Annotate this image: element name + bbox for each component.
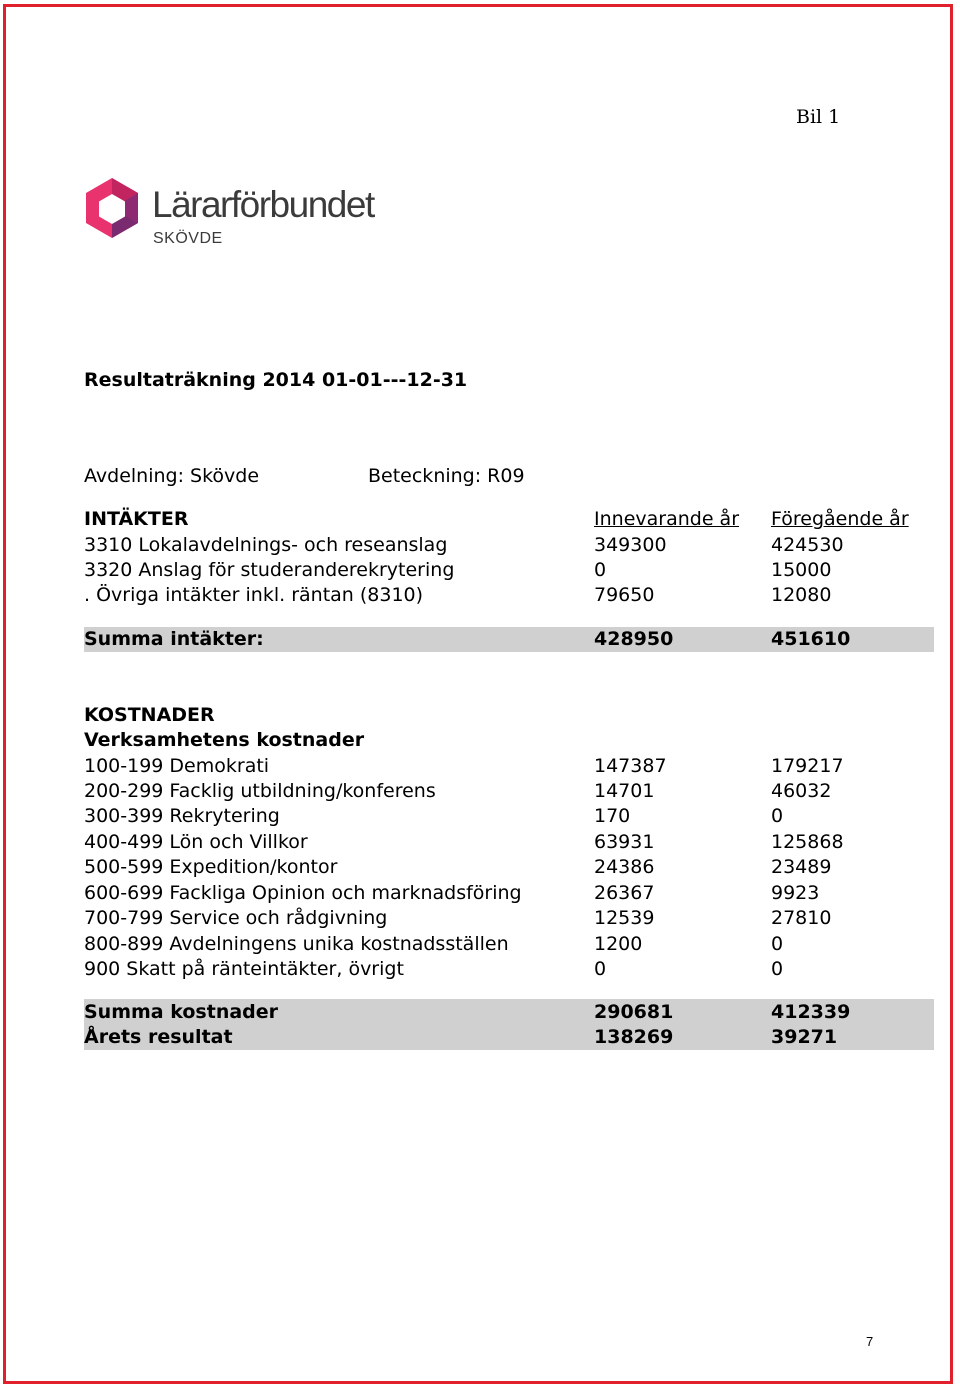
row-label: 800-899 Avdelningens unika kostnadsställen xyxy=(84,933,509,955)
designation-label: Beteckning: R09 xyxy=(368,465,525,487)
attachment-label: Bil 1 xyxy=(796,106,841,128)
meta-row xyxy=(84,464,934,489)
row-label: 300-399 Rekrytering xyxy=(84,805,280,827)
row-current: 0 xyxy=(594,559,607,581)
row-previous: 15000 xyxy=(771,559,832,581)
costs-subheading: Verksamhetens kostnader xyxy=(84,729,365,751)
column-previous-year: Föregående år xyxy=(771,508,909,530)
row-label: 400-499 Lön och Villkor xyxy=(84,831,308,853)
table-row xyxy=(84,583,934,608)
income-sum-current: 428950 xyxy=(594,628,674,650)
year-result-label: Årets resultat xyxy=(84,1026,233,1048)
row-current: 170 xyxy=(594,805,631,827)
row-label: 900 Skatt på ränteintäkter, övrigt xyxy=(84,958,404,980)
income-header-row xyxy=(84,507,934,532)
row-label: 200-299 Facklig utbildning/konferens xyxy=(84,780,436,802)
income-sum-previous: 451610 xyxy=(771,628,851,650)
row-label: . Övriga intäkter inkl. räntan (8310) xyxy=(84,584,424,606)
row-label: 600-699 Fackliga Opinion och marknadsföring xyxy=(84,882,522,904)
table-row xyxy=(84,754,934,779)
table-row xyxy=(84,779,934,804)
table-row xyxy=(84,533,934,558)
row-current: 26367 xyxy=(594,882,655,904)
table-row xyxy=(84,932,934,957)
costs-sum-previous: 412339 xyxy=(771,1001,851,1023)
year-result-row xyxy=(84,1025,934,1050)
row-label: 100-199 Demokrati xyxy=(84,755,270,777)
row-label: 3320 Anslag för studeranderekrytering xyxy=(84,559,455,581)
row-previous: 23489 xyxy=(771,856,832,878)
row-current: 79650 xyxy=(594,584,655,606)
year-result-previous: 39271 xyxy=(771,1026,838,1048)
department-label: Avdelning: Skövde xyxy=(84,465,260,487)
row-label: 500-599 Expedition/kontor xyxy=(84,856,338,878)
table-row xyxy=(84,957,934,982)
table-row xyxy=(84,906,934,931)
row-current: 14701 xyxy=(594,780,655,802)
logo-subtitle: SKÖVDE xyxy=(153,230,223,247)
table-row xyxy=(84,830,934,855)
row-label: 700-799 Service och rådgivning xyxy=(84,907,388,929)
costs-sum-current: 290681 xyxy=(594,1001,674,1023)
row-current: 1200 xyxy=(594,933,643,955)
row-previous: 0 xyxy=(771,933,784,955)
row-previous: 179217 xyxy=(771,755,844,777)
row-label: 3310 Lokalavdelnings- och reseanslag xyxy=(84,534,448,556)
costs-sum-label: Summa kostnader xyxy=(84,1001,279,1023)
page-border xyxy=(3,4,953,1384)
income-sum-row xyxy=(84,627,934,652)
row-current: 24386 xyxy=(594,856,655,878)
income-heading: INTÄKTER xyxy=(84,508,189,530)
row-previous: 12080 xyxy=(771,584,832,606)
row-current: 147387 xyxy=(594,755,667,777)
row-previous: 9923 xyxy=(771,882,820,904)
row-previous: 0 xyxy=(771,958,784,980)
row-current: 12539 xyxy=(594,907,655,929)
row-current: 349300 xyxy=(594,534,667,556)
table-row xyxy=(84,881,934,906)
row-current: 63931 xyxy=(594,831,655,853)
row-previous: 46032 xyxy=(771,780,832,802)
row-previous: 424530 xyxy=(771,534,844,556)
logo-wordmark: Lärarförbundet xyxy=(152,184,374,225)
table-row xyxy=(84,855,934,880)
income-sum-label: Summa intäkter: xyxy=(84,628,264,650)
lararforbundet-logo-icon xyxy=(82,176,142,244)
costs-heading: KOSTNADER xyxy=(84,704,215,726)
document-title: Resultaträkning 2014 01-01---12-31 xyxy=(84,369,468,391)
row-previous: 27810 xyxy=(771,907,832,929)
page-number: 7 xyxy=(866,1334,874,1349)
row-current: 0 xyxy=(594,958,607,980)
column-current-year: Innevarande år xyxy=(594,508,740,530)
row-previous: 125868 xyxy=(771,831,844,853)
year-result-current: 138269 xyxy=(594,1026,674,1048)
row-previous: 0 xyxy=(771,805,784,827)
table-row xyxy=(84,558,934,583)
costs-sum-row xyxy=(84,1000,934,1025)
table-row xyxy=(84,804,934,829)
